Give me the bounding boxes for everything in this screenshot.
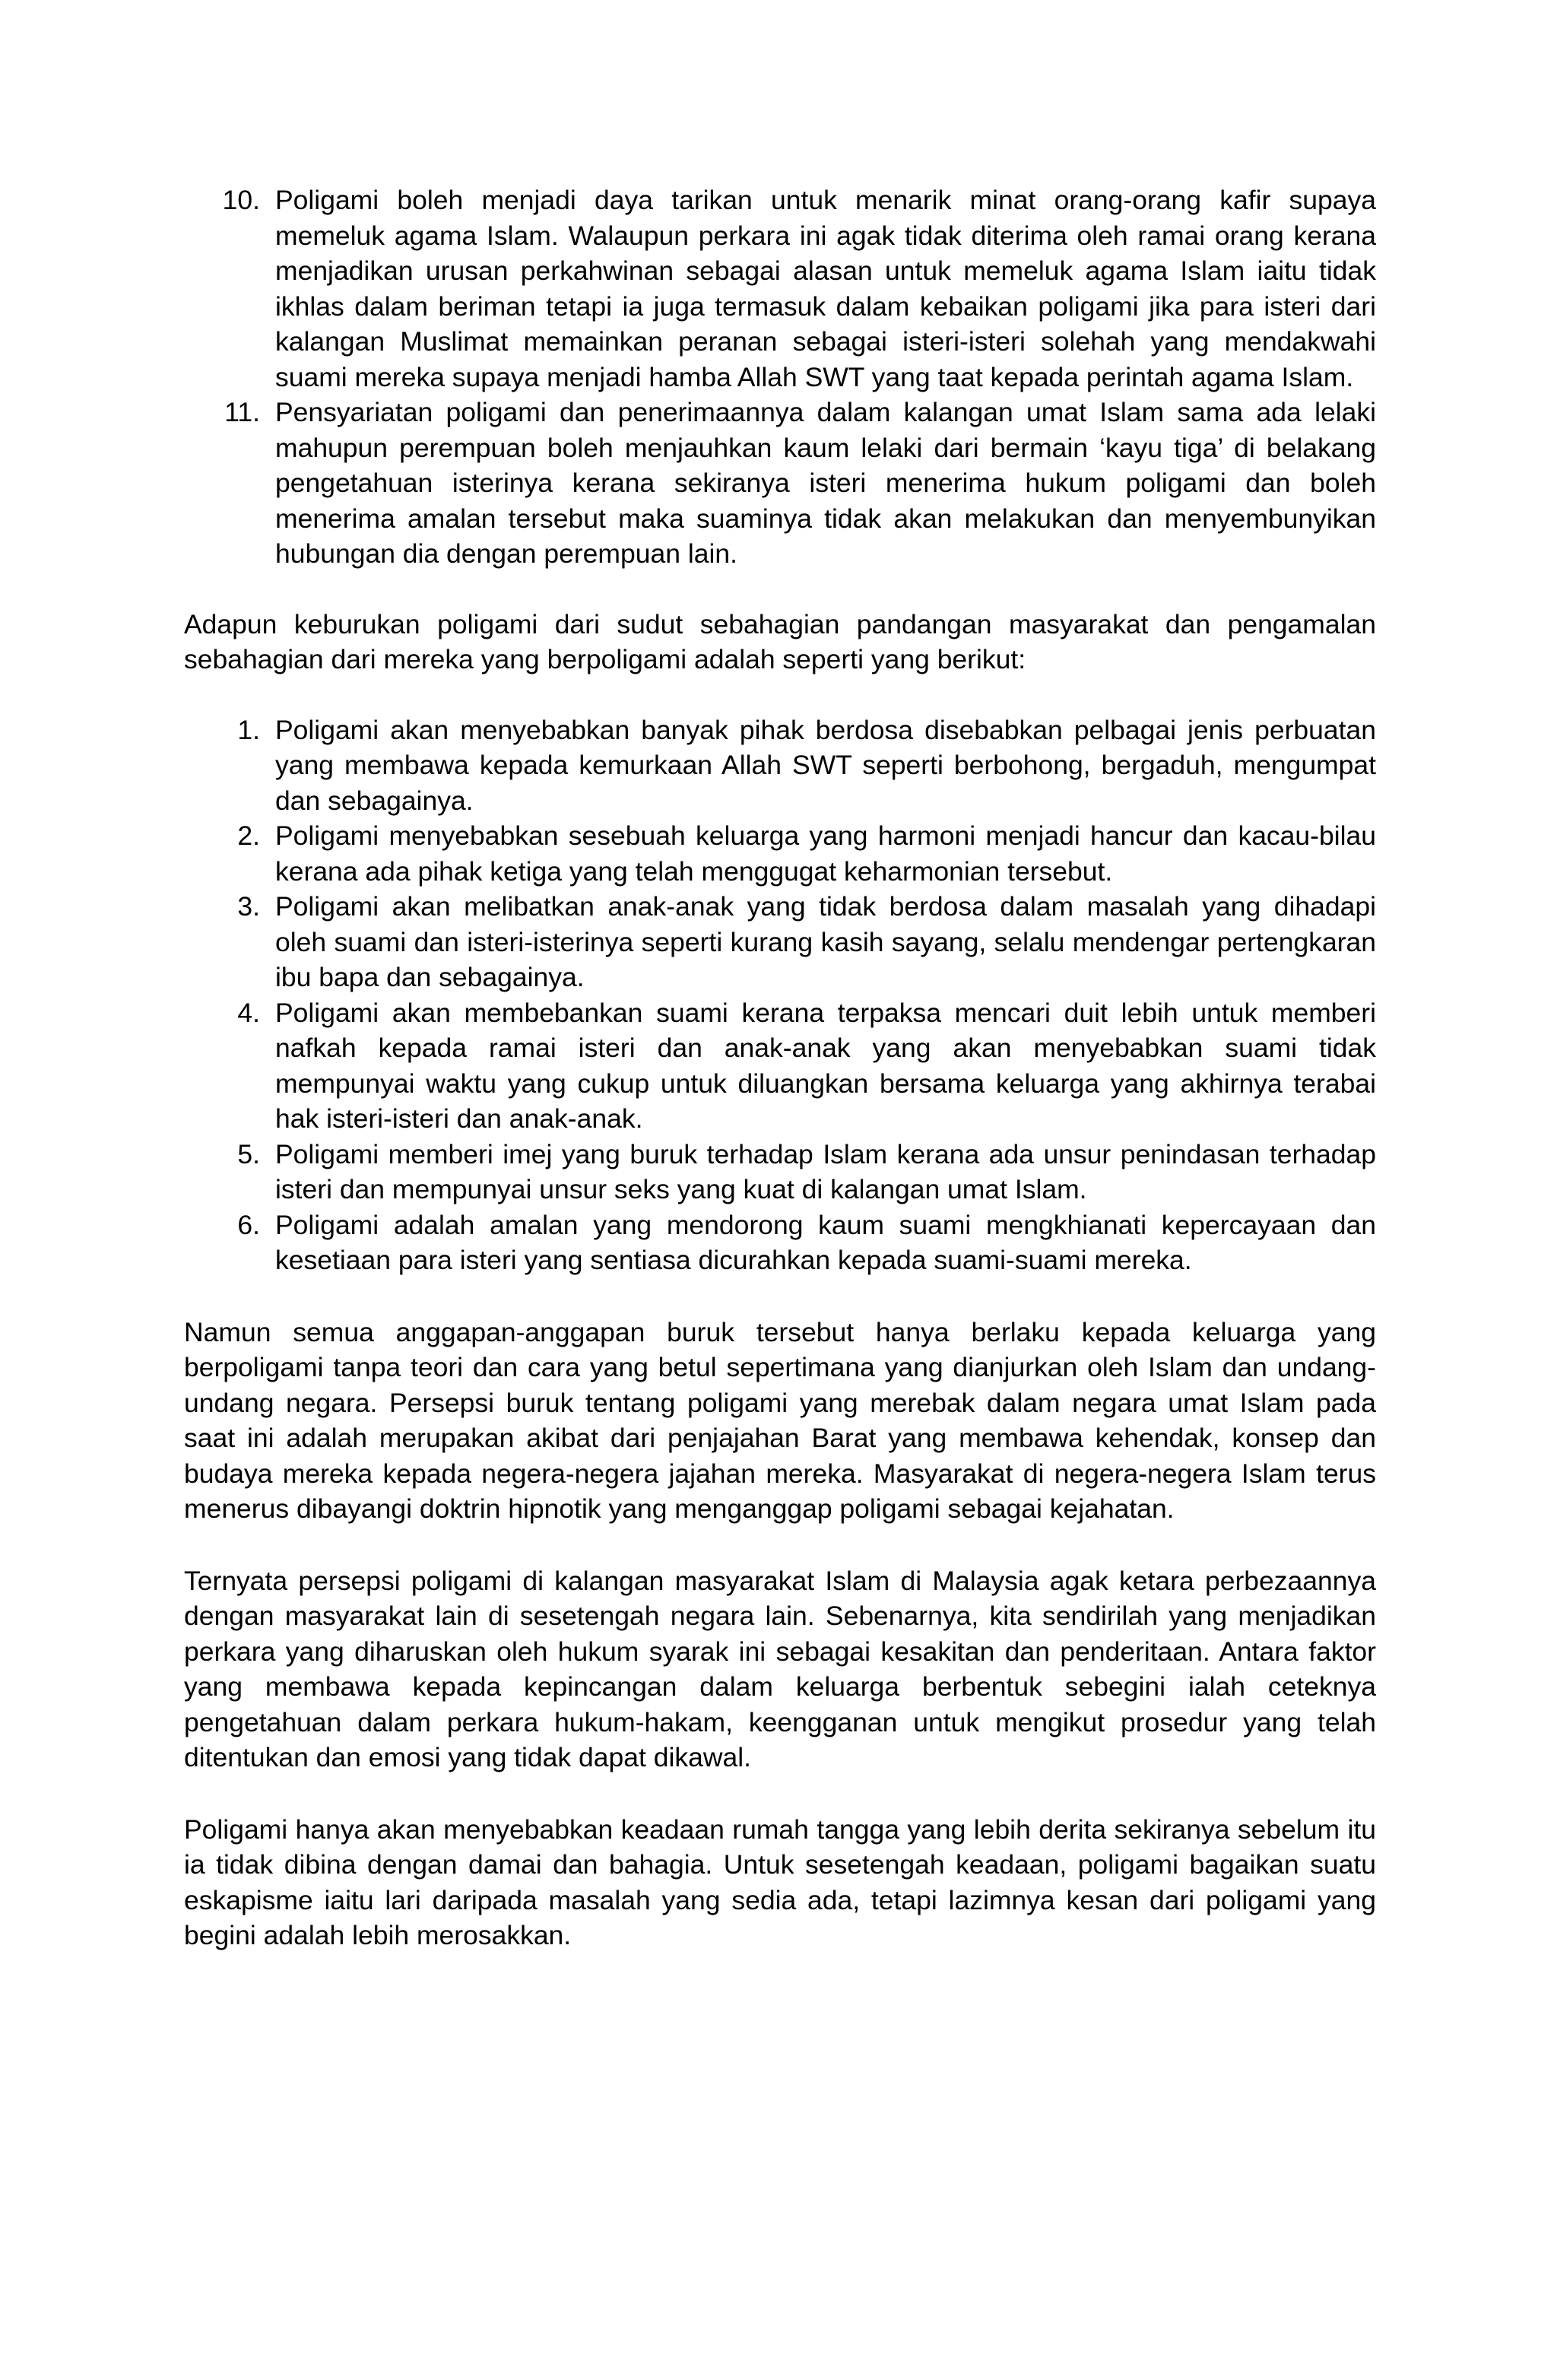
list-item-number: 1.	[237, 714, 260, 745]
list-item	[184, 1137, 1376, 1207]
list-item	[184, 182, 1376, 395]
benefits-list-continued	[184, 182, 1376, 572]
list-item-number: 6.	[237, 1209, 260, 1240]
list-item-text: Poligami menyebabkan sesebuah keluarga yang harmoni menjadi hancur dan kacau-bilau kerana ada pihak ketiga yang telah menggugat keharmonian tersebut.	[275, 820, 1376, 887]
list-item	[184, 395, 1376, 572]
list-item-text: Poligami akan membebankan suami kerana terpaksa mencari duit lebih untuk memberi nafkah kepada ramai isteri dan anak-anak yang akan menyebabkan suami tidak mempunyai waktu yang cukup untuk diluangkan bersama keluarga yang akhirnya terabai hak isteri-isteri dan anak-anak.	[275, 997, 1376, 1134]
list-item-text: Poligami akan melibatkan anak-anak yang tidak berdosa dalam masalah yang dihadapi oleh suami dan isteri-isterinya seperti kurang kasih sayang, selalu mendengar pertengkaran ibu bapa dan sebagainya.	[275, 891, 1376, 992]
list-item-text: Pensyariatan poligami dan penerimaannya dalam kalangan umat Islam sama ada lelaki mahupun perempuan boleh menjauhkan kaum lelaki dari bermain ‘kayu tiga’ di belakang pengetahuan isterinya kerana sekiranya isteri menerima hukum poligami dan boleh menerima amalan tersebut maka suaminya tidak akan melakukan dan menyembunyikan hubungan dia dengan perempuan lain.	[275, 397, 1376, 569]
body-paragraph: Namun semua anggapan-anggapan buruk tersebut hanya berlaku kepada keluarga yang berpoligami tanpa teori dan cara yang betul sepertimana yang dianjurkan oleh Islam dan undang-undang negara. Persepsi buruk tentang poligami yang merebak dalam negara umat Islam pada saat ini adalah merupakan akibat dari penjajahan Barat yang membawa kehendak, konsep dan budaya mereka kepada negera-negera jajahan mereka. Masyarakat di negera-negera Islam terus menerus dibayangi doktrin hipnotik yang menganggap poligami sebagai kejahatan.	[184, 1316, 1376, 1524]
list-item	[184, 995, 1376, 1137]
list-item-text: Poligami memberi imej yang buruk terhadap Islam kerana ada unsur penindasan terhadap isteri dan mempunyai unsur seks yang kuat di kalangan umat Islam.	[275, 1138, 1376, 1204]
list-item	[184, 1207, 1376, 1278]
list-item-text: Poligami akan menyebabkan banyak pihak berdosa disebabkan pelbagai jenis perbuatan yang membawa kepada kemurkaan Allah SWT seperti berbohong, bergaduh, mengumpat dan sebagainya.	[275, 714, 1376, 816]
document-page	[184, 182, 1376, 1953]
list-item	[184, 818, 1376, 889]
spacer	[184, 1278, 1376, 1315]
list-item-text: Poligami boleh menjadi daya tarikan untuk menarik minat orang-orang kafir supaya memeluk agama Islam. Walaupun perkara ini agak tidak diterima oleh ramai orang kerana menjadikan urusan perkahwinan sebagai alasan untuk memeluk agama Islam iaitu tidak ikhlas dalam beriman tetapi ia juga termasuk dalam kebaikan poligami jika para isteri dari kalangan Muslimat memainkan peranan sebagai isteri-isteri solehah yang mendakwahi suami mereka supaya menjadi hamba Allah SWT yang taat kepada perintah agama Islam.	[275, 185, 1376, 392]
body-paragraph: Poligami hanya akan menyebabkan keadaan rumah tangga yang lebih derita sekiranya sebelum itu ia tidak dibina dengan damai dan bahagia. Untuk sesetengah keadaan, poligami bagaikan suatu eskapisme iaitu lari daripada masalah yang sedia ada, tetapi lazimnya kesan dari poligami yang begini adalah lebih merosakkan.	[184, 1814, 1376, 1950]
spacer	[184, 572, 1376, 607]
drawbacks-list	[184, 712, 1376, 1278]
list-item	[184, 889, 1376, 995]
list-item-text: Poligami adalah amalan yang mendorong kaum suami mengkhianati kepercayaan dan kesetiaan para isteri yang sentiasa dicurahkan kepada suami-suami mereka.	[275, 1209, 1376, 1275]
list-item-number: 11.	[224, 397, 260, 427]
spacer	[184, 1527, 1376, 1563]
list-item-number: 10.	[222, 185, 260, 215]
list-item-number: 5.	[237, 1138, 260, 1169]
intro-paragraph: Adapun keburukan poligami dari sudut sebahagian pandangan masyarakat dan pengamalan sebahagian dari mereka yang berpoligami adalah seperti yang berikut:	[184, 608, 1376, 674]
body-paragraph: Ternyata persepsi poligami di kalangan masyarakat Islam di Malaysia agak ketara perbezaannya dengan masyarakat lain di sesetengah negara lain. Sebenarnya, kita sendirilah yang menjadikan perkara yang diharuskan oleh hukum syarak ini sebagai kesakitan dan penderitaan. Antara faktor yang membawa kepada kepincangan dalam keluarga berbentuk sebegini ialah ceteknya pengetahuan dalam perkara hukum-hakam, keengganan untuk mengikut prosedur yang telah ditentukan dan emosi yang tidak dapat dikawal.	[184, 1565, 1376, 1772]
list-item-number: 4.	[237, 997, 260, 1028]
spacer	[184, 678, 1376, 712]
list-item-number: 2.	[237, 820, 260, 851]
spacer	[184, 1775, 1376, 1812]
list-item	[184, 712, 1376, 819]
list-item-number: 3.	[237, 891, 260, 922]
